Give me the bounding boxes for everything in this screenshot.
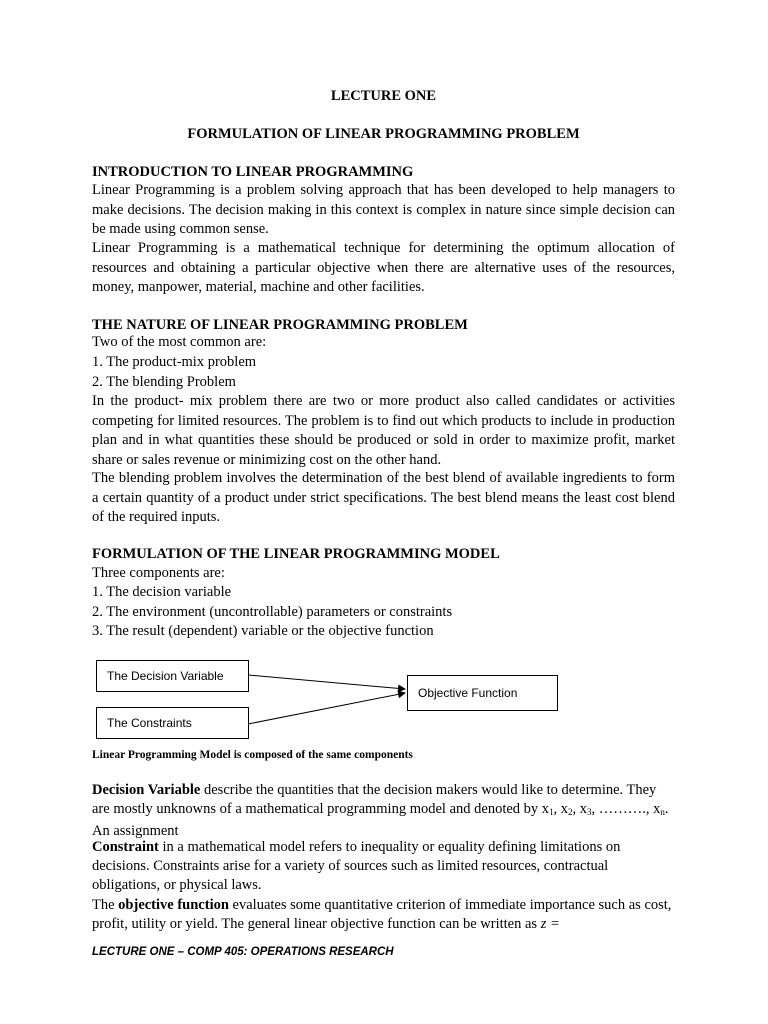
arrow-decision-to-objective bbox=[248, 675, 405, 689]
formulation-item-3: 3. The result (dependent) variable or the objective function bbox=[92, 623, 434, 639]
objective-prefix: The bbox=[92, 897, 119, 913]
objective-function-box: Objective Function bbox=[407, 675, 558, 711]
decision-variable-end: . An assignment bbox=[92, 801, 669, 839]
decision-variable-definition: Decision Variable describe the quantities that the decision makers would like to determine. They are mostly unknowns of a mathematical programming model and denoted by $x_1$, $x_2$, $x_3$, ………., $x_n$. An assignment bbox=[92, 782, 669, 839]
nature-paragraph-2: The blending problem involves the determination of the best blend of available ingredients to form a certain quantity of a product under strict specifications. The best blend means the least cost blend of the required inputs. bbox=[92, 470, 675, 525]
objective-formula: z = bbox=[540, 916, 560, 932]
diagram-caption: Linear Programming Model is composed of the same components bbox=[92, 749, 413, 761]
document-page bbox=[92, 0, 675, 1024]
objective-function-text: evaluates some quantitative criterion of immediate importance such as cost, profit, utility or yield. The general linear objective function can be written as bbox=[92, 897, 672, 932]
objective-function-term: objective function bbox=[118, 897, 229, 913]
main-title: FORMULATION OF LINEAR PROGRAMMING PROBLEM bbox=[187, 126, 580, 142]
decision-variable-term: Decision Variable bbox=[92, 782, 201, 798]
constraint-term: Constraint bbox=[92, 839, 159, 855]
nature-item-2: 2. The blending Problem bbox=[92, 374, 236, 390]
nature-paragraph-1: In the product- mix problem there are two or more product also called candidates or activities competing for limited resources. The problem is to find out which products to include in production plan and in what quantities these should be produced or sold in order to maximize profit, market share or sales revenue or minimizing cost on the other hand. bbox=[92, 393, 675, 468]
page-footer: LECTURE ONE – COMP 405: OPERATIONS RESEARCH bbox=[92, 946, 394, 958]
constraints-box: The Constraints bbox=[96, 707, 249, 739]
intro-paragraph-1: Linear Programming is a problem solving approach that has been developed to help managers to make decisions. The decision making in this context is complex in nature since simple decision can be made using common sense. bbox=[92, 182, 675, 237]
nature-heading: THE NATURE OF LINEAR PROGRAMMING PROBLEM bbox=[92, 317, 468, 333]
formulation-item-1: 1. The decision variable bbox=[92, 584, 232, 600]
constraint-definition bbox=[92, 838, 675, 895]
lecture-title: LECTURE ONE bbox=[330, 88, 437, 104]
arrow-constraints-to-objective bbox=[248, 693, 405, 724]
intro-heading: INTRODUCTION TO LINEAR PROGRAMMING bbox=[92, 164, 414, 180]
decision-variable-box: The Decision Variable bbox=[96, 660, 249, 692]
decision-variable-text: describe the quantities that the decision makers would like to determine. They are mostly unknowns of a mathematical programming model and denoted by x bbox=[92, 782, 657, 817]
formulation-heading: FORMULATION OF THE LINEAR PROGRAMMING MODEL bbox=[92, 546, 500, 562]
nature-item-1: 1. The product-mix problem bbox=[92, 354, 257, 370]
intro-paragraph-2: Linear Programming is a mathematical technique for determining the optimum allocation of resources and obtaining a particular objective when there are alternative uses of the resources, money, manpower, material, machine and other facilities. bbox=[92, 240, 675, 295]
formulation-lead: Three components are: bbox=[92, 565, 225, 581]
nature-lead: Two of the most common are: bbox=[92, 334, 267, 350]
constraint-text: in a mathematical model refers to inequality or equality defining limitations on decisions. Constraints arise for a variety of sources such as limited resources, contractual obligations, or physical laws. bbox=[92, 839, 621, 893]
formulation-item-2: 2. The environment (uncontrollable) parameters or constraints bbox=[92, 604, 453, 620]
objective-function-definition bbox=[92, 896, 675, 934]
decision-variable-tail: ………., x bbox=[598, 801, 661, 817]
